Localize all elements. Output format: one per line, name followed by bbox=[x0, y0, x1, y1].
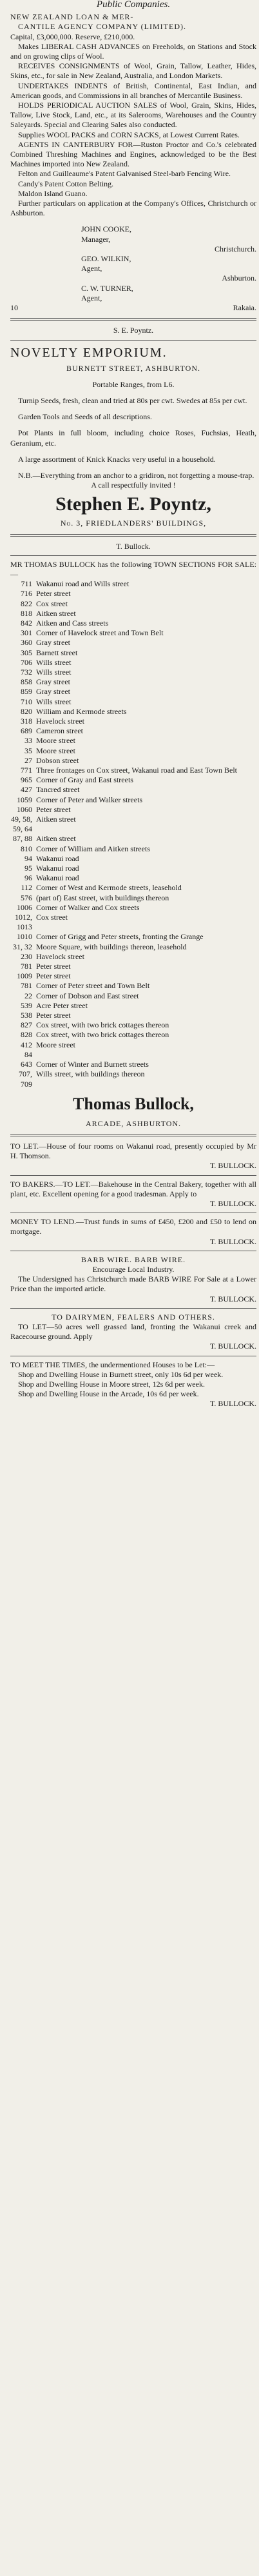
notice-title: BARB WIRE. BARB WIRE. bbox=[81, 1254, 186, 1264]
town-section-row bbox=[10, 903, 256, 913]
section-location: Moore street bbox=[36, 736, 75, 746]
town-section-row bbox=[10, 638, 256, 648]
section-number: 710 bbox=[21, 697, 32, 706]
divider bbox=[10, 1175, 256, 1176]
town-section-row bbox=[10, 1020, 256, 1030]
section-number: 716 bbox=[21, 589, 32, 599]
section-location: Cox street, with two brick cottages thereon bbox=[36, 1030, 169, 1040]
section-location: Gray street bbox=[36, 677, 70, 687]
town-section-row bbox=[10, 864, 256, 873]
town-section-row bbox=[10, 1030, 256, 1040]
section-location: Acre Peter street bbox=[36, 1000, 88, 1010]
notice-sign: T. BULLOCK. bbox=[209, 1294, 256, 1303]
poyntz-ad bbox=[10, 326, 256, 528]
section-location: Corner of Havelock street and Town Belt bbox=[36, 628, 164, 638]
section-number: 538 bbox=[21, 1011, 32, 1020]
company-paragraph: Candy's Patent Cotton Belting. bbox=[18, 179, 114, 188]
section-location: Cameron street bbox=[36, 726, 83, 736]
notice-sign: T. BULLOCK. bbox=[209, 1399, 256, 1409]
section-number: 1059 bbox=[17, 795, 32, 804]
section-number: 31, 32 bbox=[13, 942, 32, 951]
poyntz-address: No. 3, FRIEDLANDERS' BUILDINGS, bbox=[60, 519, 207, 528]
section-location: Corner of Dobson and East street bbox=[36, 991, 139, 1000]
section-location: Wakanui road bbox=[36, 873, 79, 883]
section-number: 35 bbox=[24, 746, 32, 755]
section-number: 301 bbox=[21, 628, 32, 638]
divider bbox=[10, 534, 256, 537]
section-number: 810 bbox=[21, 844, 32, 853]
section-location: Peter street bbox=[36, 971, 71, 981]
town-section-row bbox=[10, 971, 256, 981]
section-number: 771 bbox=[21, 766, 32, 775]
company-paragraph: AGENTS IN CANTERBURY FOR—Ruston Proctor and Co.'s celebrated Combined Threshing Machines and Engines, acknowledged to be the Best Machines imported into New Zealand. bbox=[10, 139, 256, 169]
town-section-row bbox=[10, 677, 256, 687]
section-number: 230 bbox=[21, 951, 32, 961]
section-number: 576 bbox=[21, 893, 32, 902]
section-location: Peter street bbox=[36, 589, 71, 599]
notice-times bbox=[10, 1360, 256, 1409]
section-location: (part of) East street, with buildings thereon bbox=[36, 893, 169, 902]
section-location: Aitken street bbox=[36, 815, 76, 824]
town-section-row bbox=[10, 766, 256, 775]
company-paragraph: RECEIVES CONSIGNMENTS of Wool, Grain, Tallow, Leather, Hides, Skins, etc., for sale in New Zealand, Australia, and London Markets. bbox=[10, 61, 256, 81]
town-section-row bbox=[10, 1040, 256, 1050]
town-section-row bbox=[10, 609, 256, 619]
poyntz-heading: S. E. Poyntz. bbox=[113, 326, 154, 335]
bullock-arcade: ARCADE, ASHBURTON. bbox=[85, 1118, 182, 1128]
signature-name: C. W. TURNER, bbox=[81, 283, 133, 293]
town-section-row bbox=[10, 707, 256, 717]
town-section-row bbox=[10, 952, 256, 962]
section-number: 305 bbox=[21, 648, 32, 657]
notice-item: Shop and Dwelling House in Moore street, 12s 6d per week. bbox=[18, 1379, 205, 1389]
notice-title: TO DAIRYMEN, FEALERS AND OTHERS. bbox=[52, 1312, 215, 1322]
section-location: Cox street, with two brick cottages thereon bbox=[36, 1020, 169, 1030]
town-section-row bbox=[10, 834, 256, 844]
town-section-row bbox=[10, 579, 256, 589]
poyntz-paragraph: N.B.—Everything from an anchor to a gridiron, not forgetting a mouse-trap. bbox=[18, 470, 254, 480]
section-location: Aitken and Cass streets bbox=[36, 618, 109, 628]
section-location: Corner of West and Kermode streets, leasehold bbox=[36, 883, 182, 893]
company-paragraph: Supplies WOOL PACKS and CORN SACKS, at Lowest Current Rates. bbox=[18, 130, 240, 139]
section-header: Public Companies. bbox=[96, 0, 171, 10]
section-location: Havelock street bbox=[36, 951, 84, 961]
section-number: 1010 bbox=[17, 932, 32, 942]
notice-barb-wire bbox=[10, 1255, 256, 1304]
town-section-row bbox=[10, 775, 256, 785]
town-section-row bbox=[10, 1069, 256, 1089]
section-location: Wills street bbox=[36, 667, 72, 677]
notice-dairymen bbox=[10, 1313, 256, 1352]
notice-sign: T. BULLOCK. bbox=[209, 1236, 256, 1246]
section-number: 706 bbox=[21, 657, 32, 667]
town-section-row bbox=[10, 815, 256, 834]
section-number: 1006 bbox=[17, 902, 32, 912]
section-number: 1012, 1013 bbox=[15, 913, 32, 932]
poyntz-paragraph: A large assortment of Knick Knacks very useful in a household. bbox=[18, 454, 216, 464]
section-number: 820 bbox=[21, 706, 32, 716]
poyntz-paragraph: Pot Plants in full bloom, including choice Roses, Fuchsias, Heath, Geranium, etc. bbox=[10, 428, 256, 448]
town-section-row bbox=[10, 628, 256, 638]
section-number: 84 bbox=[24, 1049, 32, 1059]
section-location: Wakanui road bbox=[36, 853, 79, 863]
town-section-row bbox=[10, 785, 256, 795]
notice-sign: T. BULLOCK. bbox=[209, 1161, 256, 1171]
company-paragraph: Makes LIBERAL CASH ADVANCES on Freeholds, on Stations and Stock and on growing clips of Wool. bbox=[10, 41, 256, 61]
emporium-address: BURNETT STREET, ASHBURTON. bbox=[66, 363, 200, 373]
section-number: 842 bbox=[21, 618, 32, 628]
signature-name: GEO. WILKIN, bbox=[81, 254, 131, 264]
town-section-row bbox=[10, 805, 256, 815]
divider bbox=[10, 340, 256, 341]
section-number: 427 bbox=[21, 785, 32, 795]
town-section-row bbox=[10, 962, 256, 971]
town-section-row bbox=[10, 1050, 256, 1060]
section-number: 87, 88 bbox=[13, 834, 32, 844]
section-location: Gray street bbox=[36, 687, 70, 697]
town-section-row bbox=[10, 756, 256, 766]
notice-sign: T. BULLOCK. bbox=[209, 1198, 256, 1208]
section-number: 781 bbox=[21, 981, 32, 991]
section-number: 412 bbox=[21, 1040, 32, 1049]
section-number: 818 bbox=[21, 608, 32, 618]
section-location: Corner of Grigg and Peter streets, fronting the Grange bbox=[36, 932, 204, 942]
section-number: 711 bbox=[21, 579, 32, 589]
section-number: 27 bbox=[24, 755, 32, 765]
bullock-name: Thomas Bullock, bbox=[73, 1094, 194, 1113]
section-location: Corner of Winter and Burnett streets bbox=[36, 1060, 149, 1069]
town-section-row bbox=[10, 589, 256, 599]
company-title-line-1: NEW ZEALAND LOAN & MER- bbox=[10, 12, 134, 22]
town-section-row bbox=[10, 658, 256, 668]
section-location: Cox street bbox=[36, 599, 68, 608]
notice-text: TO LET.—House of four rooms on Wakanui road, presently occupied by Mr H. Thomson. bbox=[10, 1141, 256, 1161]
section-number: 828 bbox=[21, 1030, 32, 1040]
signature-place: Christchurch. bbox=[215, 244, 256, 253]
town-section-row bbox=[10, 854, 256, 864]
section-location: William and Kermode streets bbox=[36, 706, 127, 716]
signature-place: Rakaia. bbox=[233, 303, 256, 313]
town-section-row bbox=[10, 942, 256, 952]
town-section-row bbox=[10, 736, 256, 746]
town-section-row bbox=[10, 697, 256, 707]
section-number: 827 bbox=[21, 1020, 32, 1030]
town-section-row bbox=[10, 619, 256, 628]
poyntz-name: Stephen E. Poyntz, bbox=[55, 493, 211, 515]
section-location: Havelock street bbox=[36, 716, 84, 726]
divider bbox=[10, 318, 256, 321]
notice-text: TO BAKERS.—TO LET.—Bakehouse in the Central Bakery, together with all plant, etc. Excellent opening for a good tradesman. Apply to bbox=[10, 1179, 256, 1198]
bullock-ad bbox=[10, 542, 256, 1129]
divider bbox=[10, 1134, 256, 1136]
section-number: 858 bbox=[21, 677, 32, 687]
section-number: 49, 58, 59, 64 bbox=[11, 815, 32, 834]
signature-name: JOHN COOKE, bbox=[81, 224, 131, 234]
company-paragraph: UNDERTAKES INDENTS of British, Continental, East Indian, and American goods, and Commissions in all branches of Mercantile Business. bbox=[10, 81, 256, 100]
section-location: Dobson street bbox=[36, 755, 79, 765]
section-location: Wakanui road bbox=[36, 864, 79, 873]
ref-number: 10 bbox=[10, 303, 18, 313]
section-location bbox=[36, 1050, 256, 1060]
section-number: 643 bbox=[21, 1060, 32, 1069]
notice-bakers bbox=[10, 1180, 256, 1209]
section-location: Cox street bbox=[36, 913, 68, 922]
company-paragraph: HOLDS PERIODICAL AUCTION SALES of Wool, Grain, Skins, Hides, Tallow, Live Stock, Land, etc., at its Salerooms, Warehouses and the Country Saleyards. Special and Clearing Sales also conducted. bbox=[10, 101, 256, 130]
poyntz-paragraph: Garden Tools and Seeds of all descriptions. bbox=[18, 412, 152, 422]
town-sections-list bbox=[10, 579, 256, 1089]
section-location: Tancred street bbox=[36, 785, 80, 795]
section-number: 1060 bbox=[17, 804, 32, 814]
section-number: 112 bbox=[21, 883, 32, 893]
company-paragraph: Further particulars on application at the Company's Offices, Christchurch or Ashburton. bbox=[10, 199, 256, 218]
section-location: Wills street bbox=[36, 697, 72, 706]
section-location: Three frontages on Cox street, Wakanui road and East Town Belt bbox=[36, 766, 237, 775]
section-location: Aitken street bbox=[36, 834, 76, 844]
section-location: Wills street bbox=[36, 657, 72, 667]
section-location: Moore street bbox=[36, 1040, 75, 1049]
company-paragraph: Maldon Island Guano. bbox=[18, 188, 88, 198]
town-section-row bbox=[10, 991, 256, 1001]
notice-item: Shop and Dwelling House in the Arcade, 10s 6d per week. bbox=[18, 1389, 199, 1399]
notice-money bbox=[10, 1217, 256, 1247]
town-section-row bbox=[10, 599, 256, 609]
section-number: 33 bbox=[24, 736, 32, 746]
section-location: Moore street bbox=[36, 746, 75, 755]
section-number: 22 bbox=[24, 991, 32, 1000]
section-location: Wakanui road and Wills street bbox=[36, 579, 130, 589]
signature-place: Ashburton. bbox=[222, 273, 256, 283]
section-location: Corner of Gray and East streets bbox=[36, 775, 133, 785]
section-number: 689 bbox=[21, 726, 32, 736]
notice-sign: T. BULLOCK. bbox=[209, 1342, 256, 1351]
notice-item: Shop and Dwelling House in Burnett street, only 10s 6d per week. bbox=[18, 1369, 224, 1379]
company-capital: Capital, £3,000,000. Reserve, £210,000. bbox=[10, 32, 135, 41]
town-section-row bbox=[10, 1001, 256, 1011]
company-title-line-2: CANTILE AGENCY COMPANY (LIMITED). bbox=[18, 22, 186, 32]
town-section-row bbox=[10, 893, 256, 903]
town-section-row bbox=[10, 981, 256, 991]
section-number: 965 bbox=[21, 775, 32, 785]
section-number: 360 bbox=[21, 638, 32, 648]
notice-text: TO MEET THE TIMES, the undermentioned Houses to be Let:— bbox=[10, 1360, 215, 1369]
town-section-row bbox=[10, 717, 256, 726]
company-ad bbox=[10, 12, 256, 313]
section-number: 1009 bbox=[17, 971, 32, 981]
section-number: 707, 709 bbox=[19, 1069, 32, 1089]
section-location: Peter street bbox=[36, 962, 71, 971]
town-section-row bbox=[10, 795, 256, 805]
company-paragraph: Felton and Guilleaume's Patent Galvanised Steel-barb Fencing Wire. bbox=[18, 169, 231, 179]
signature-title: Agent, bbox=[81, 293, 102, 302]
town-section-row bbox=[10, 1060, 256, 1069]
notice-to-let bbox=[10, 1142, 256, 1171]
section-number: 732 bbox=[21, 667, 32, 677]
section-location: Peter street bbox=[36, 804, 71, 814]
section-location: Peter street bbox=[36, 1011, 71, 1020]
signature-title: Agent, bbox=[81, 264, 102, 273]
section-number: 859 bbox=[21, 687, 32, 697]
section-location: Corner of William and Aitken streets bbox=[36, 844, 150, 853]
notice-text: The Undersigned has Christchurch made BARB WIRE For Sale at a Lower Price than the imported article. bbox=[10, 1274, 256, 1294]
section-number: 318 bbox=[21, 716, 32, 726]
section-location: Moore Square, with buildings thereon, leasehold bbox=[36, 942, 187, 951]
notice-subtitle: Encourage Local Industry. bbox=[92, 1264, 175, 1274]
town-section-row bbox=[10, 844, 256, 854]
section-location: Corner of Peter and Walker streets bbox=[36, 795, 143, 804]
divider bbox=[10, 1308, 256, 1309]
town-section-row bbox=[10, 648, 256, 658]
poyntz-paragraph: Turnip Seeds, fresh, clean and tried at 80s per cwt. Swedes at 85s per cwt. bbox=[18, 395, 247, 405]
town-section-row bbox=[10, 1011, 256, 1020]
town-section-row bbox=[10, 873, 256, 883]
section-location: Corner of Walker and Cox streets bbox=[36, 902, 140, 912]
poyntz-paragraph: A call respectfully invited ! bbox=[91, 481, 176, 490]
section-location: Gray street bbox=[36, 638, 70, 648]
bullock-intro: MR THOMAS BULLOCK has the following TOWN SECTIONS FOR SALE:— bbox=[10, 559, 256, 579]
town-section-row bbox=[10, 932, 256, 942]
town-section-row bbox=[10, 726, 256, 736]
town-section-row bbox=[10, 883, 256, 893]
town-section-row bbox=[10, 913, 256, 932]
town-section-row bbox=[10, 687, 256, 697]
emporium-title: NOVELTY EMPORIUM. bbox=[10, 345, 168, 360]
section-number: 95 bbox=[24, 864, 32, 873]
poyntz-paragraph: Portable Ranges, from L6. bbox=[92, 379, 175, 389]
divider bbox=[10, 555, 256, 556]
section-location: Barnett street bbox=[36, 648, 78, 657]
section-location: Corner of Peter street and Town Belt bbox=[36, 981, 150, 991]
section-location: Wills street, with buildings thereon bbox=[36, 1069, 145, 1079]
section-location: Aitken street bbox=[36, 608, 76, 618]
section-number: 94 bbox=[24, 853, 32, 863]
signature-title: Manager, bbox=[81, 234, 111, 244]
town-section-row bbox=[10, 668, 256, 677]
bullock-heading: T. Bullock. bbox=[116, 541, 151, 551]
notice-text: TO LET—50 acres well grassed land, fronting the Wakanui creek and Racecourse ground. Apply bbox=[10, 1322, 256, 1342]
notice-text: MONEY TO LEND.—Trust funds in sums of £450, £200 and £50 to lend on mortgage. bbox=[10, 1217, 256, 1236]
town-section-row bbox=[10, 746, 256, 756]
section-number: 781 bbox=[21, 962, 32, 971]
section-number: 822 bbox=[21, 599, 32, 608]
section-number: 539 bbox=[21, 1000, 32, 1010]
section-number: 96 bbox=[24, 873, 32, 883]
